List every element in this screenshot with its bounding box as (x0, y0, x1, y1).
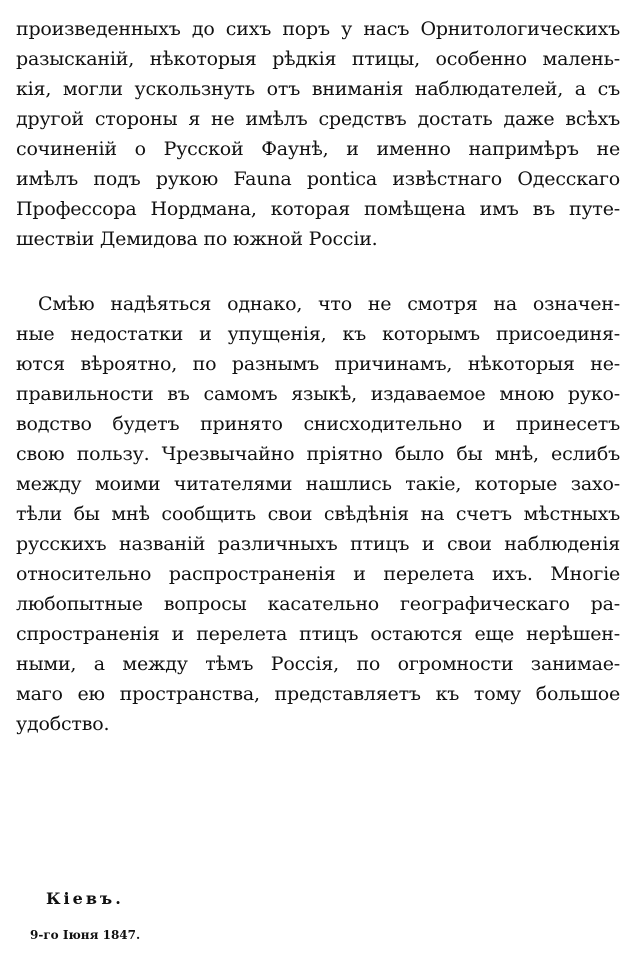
text-line: имѣлъ подъ рукою Fauna pontica извѣстнаго Одесскаго (16, 168, 620, 190)
text-line: кія, могли ускользнуть отъ вниманія наблюдателей, а съ (16, 78, 620, 100)
text-line: ются вѣроятно, по разнымъ причинамъ, нѣкоторыя не- (16, 353, 620, 375)
paragraph-1 (16, 14, 620, 254)
text-line: сочиненій о Русской Фаунѣ, и именно напримѣръ не (16, 138, 620, 160)
signature-place: Кіевъ. (46, 889, 124, 908)
text-line: спространенія и перелета птицъ остаются еще нерѣшен- (16, 623, 620, 645)
text-line: относительно распространенія и перелета ихъ. Многіе (16, 563, 620, 585)
text-line: водство будетъ принято снисходительно и принесетъ (16, 413, 620, 435)
text-line: разысканій, нѣкоторыя рѣдкія птицы, особенно малень- (16, 48, 620, 70)
text-line: Профессора Нордмана, которая помѣщена имъ въ путе- (16, 198, 620, 220)
text-line: ные недостатки и упущенія, къ которымъ присоединя- (16, 323, 620, 345)
text-line: маго ею пространства, представляетъ къ тому большое (16, 683, 620, 705)
text-line: шествіи Демидова по южной Россіи. (16, 228, 378, 250)
text-line: удобство. (16, 713, 110, 735)
text-line: между моими читателями нашлись такіе, которые захо- (16, 473, 620, 495)
text-line: произведенныхъ до сихъ поръ у насъ Орнитологическихъ (16, 18, 620, 40)
text-line: правильности въ самомъ языкѣ, издаваемое мною руко- (16, 383, 620, 405)
text-line: любопытные вопросы касательно географическаго ра- (16, 593, 620, 615)
text-line: другой стороны я не имѣлъ средствъ достать даже всѣхъ (16, 108, 620, 130)
text-line: тѣли бы мнѣ сообщить свои свѣдѣнія на счетъ мѣстныхъ (16, 503, 620, 525)
signature-date: 9-го Іюня 1847. (30, 928, 141, 942)
text-line: свою пользу. Чрезвычайно пріятно было бы мнѣ, еслибъ (16, 443, 620, 465)
text-line: ными, а между тѣмъ Россія, по огромности занимае- (16, 653, 620, 675)
text-line: русскихъ названій различныхъ птицъ и свои наблюденія (16, 533, 620, 555)
text-line: Смѣю надѣяться однако, что не смотря на означен- (38, 293, 620, 315)
paragraph-2 (16, 289, 620, 739)
